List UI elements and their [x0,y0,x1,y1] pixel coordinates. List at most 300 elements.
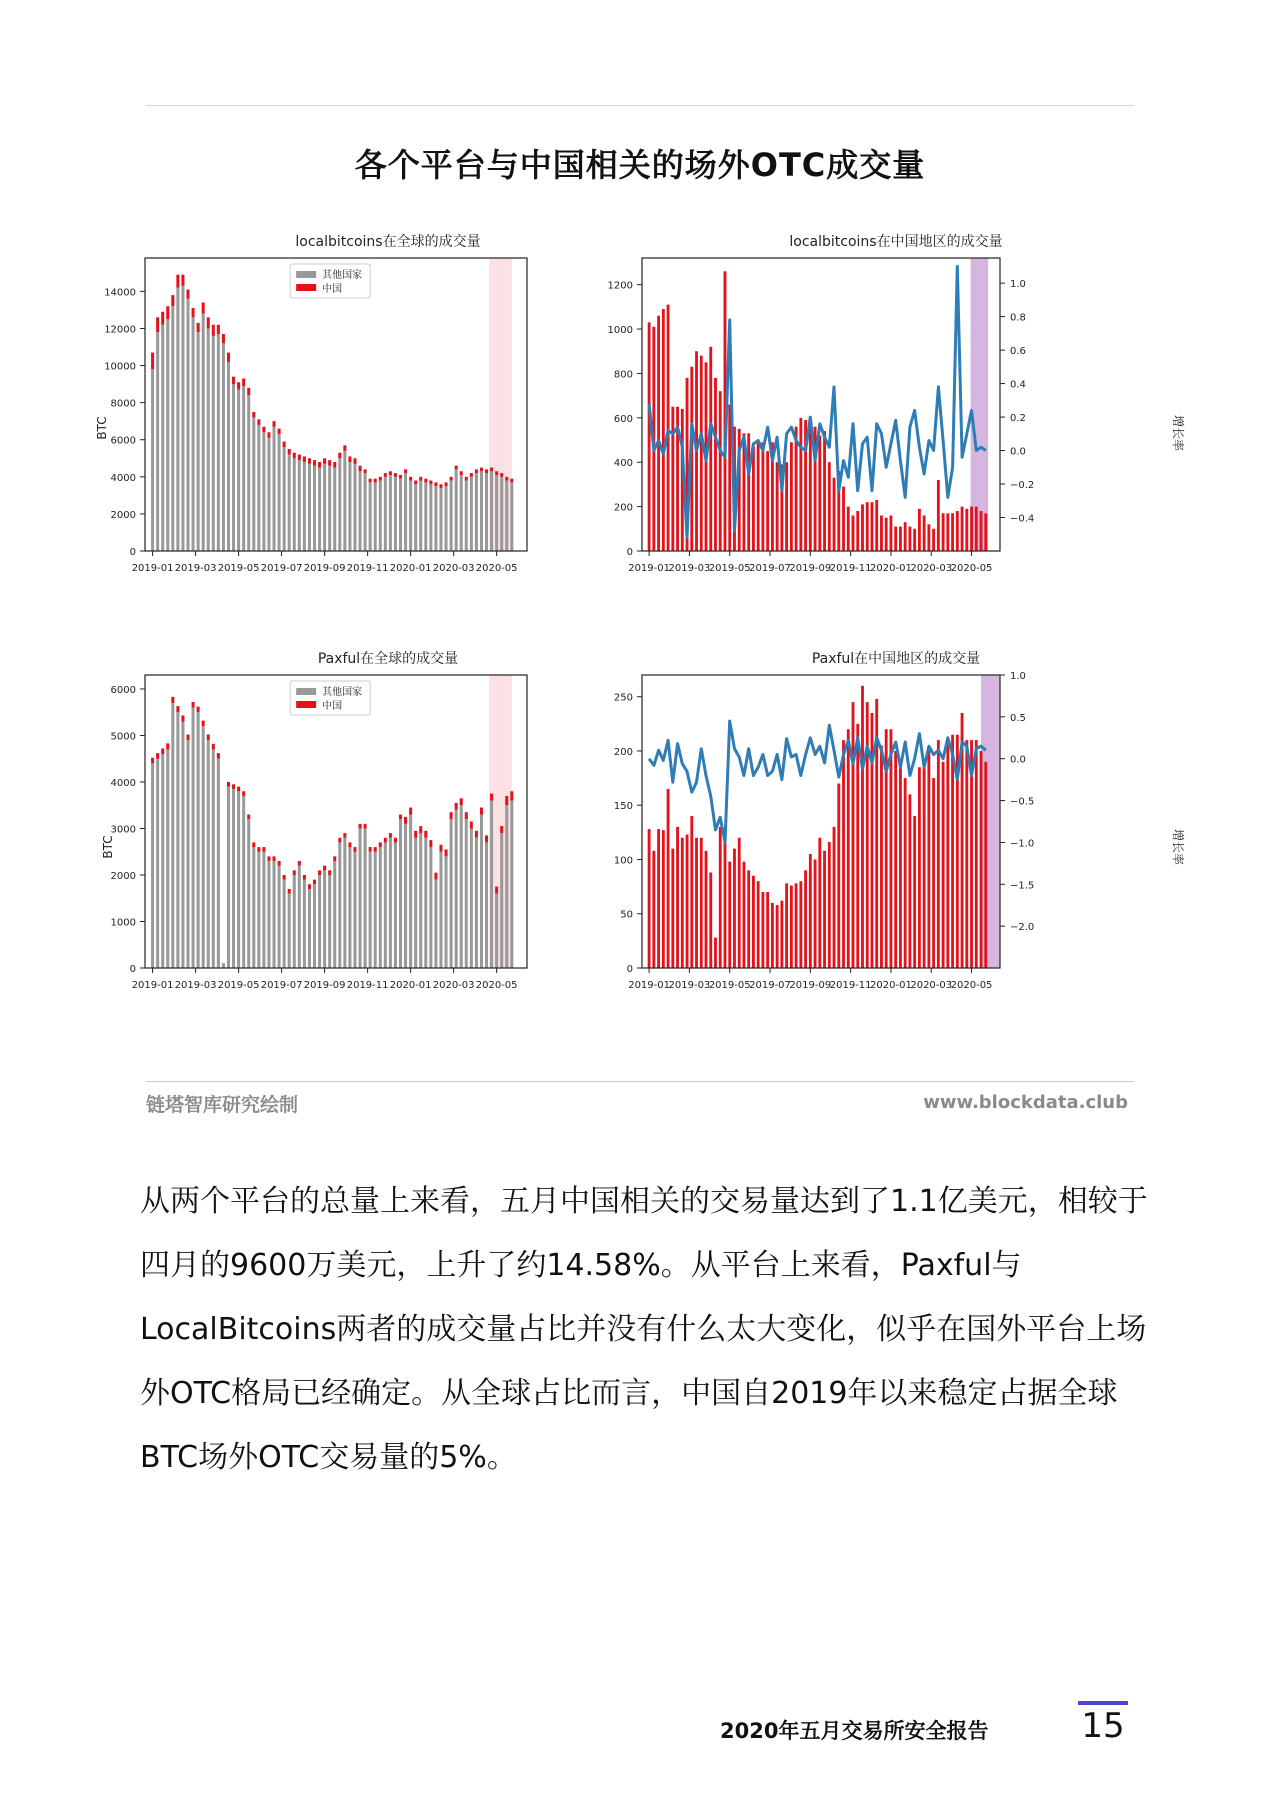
bar-china [965,740,968,968]
bar-china [419,826,422,833]
bar-other [445,856,448,968]
bar-china [262,847,265,852]
bar-china [937,480,940,551]
bar-china [761,442,764,551]
bar-other [348,462,351,551]
bar-other [409,815,412,968]
bar-china [278,861,281,866]
bar-other [156,332,159,551]
bar-china [298,861,301,866]
bar-china [166,306,169,319]
bar-china [450,812,453,819]
bar-china [890,729,893,968]
bar-other [434,880,437,968]
bar-china [875,500,878,551]
chart-paxful-global-svg [92,645,612,1055]
legend-label-other: 其他国家 [322,687,363,698]
bar-china [918,509,921,551]
bar-other [404,824,407,968]
bar-other [323,870,326,968]
bar-china [338,453,341,459]
y-tick-label: 6000 [110,684,136,696]
bar-china [359,824,362,829]
bar-china [904,778,907,968]
bar-china [465,477,468,481]
bar-china [465,812,468,819]
bar-china [328,870,331,875]
x-tick-label: 2019-03 [668,980,711,991]
bar-china [495,887,498,894]
body-paragraph: 从两个平台的总量上来看，五月中国相关的交易量达到了1.1亿美元，相较于四月的9600万美元，上升了约14.58%。从平台上来看，Paxful与LocalBitcoins两者的成交量占比并没有什么太大变化，似乎在国外平台上场外OTC格局已经确定。从全球占比而言，中国自2019年以来稳定占据全球BTC场外OTC交易量的5%。 [140,1184,1148,1475]
y2-tick-label: −0.4 [1010,513,1035,525]
y2-tick-label: −0.2 [1010,480,1035,492]
bar-china [252,842,255,847]
bar-china [904,522,907,551]
bar-other [262,852,265,968]
legend-label-other: 其他国家 [322,270,363,281]
bar-china [394,473,397,477]
bar-china [379,477,382,481]
bar-other [460,805,463,968]
bar-other [495,475,498,551]
bar-china [965,509,968,551]
bar-china [799,418,802,551]
bar-china [686,835,689,968]
bar-other [470,477,473,551]
x-tick-label: 2020-01 [870,980,912,991]
bar-china [980,751,983,968]
bar-china [151,353,154,370]
bar-other [267,861,270,968]
x-tick-label: 2019-11 [829,563,872,574]
bar-china [833,478,836,551]
bar-china [333,462,336,468]
y-axis-label: BTC [95,416,109,440]
bar-china [353,847,356,852]
bar-china [932,778,935,968]
x-tick-label: 2019-11 [829,980,872,991]
bar-china [842,740,845,968]
bar-china [733,849,736,968]
bar-other [510,801,513,968]
bar-china [662,309,665,551]
bar-other [465,481,468,551]
bar-china [908,527,911,551]
bar-china [202,721,205,727]
bar-china [771,903,774,968]
bar-other [171,306,174,551]
bar-other [343,451,346,551]
chart-localbitcoins-global-svg [92,228,612,638]
x-tick-label: 2020-03 [910,563,953,574]
bar-china [913,529,916,551]
bar-china [242,791,245,796]
bar-other [252,847,255,968]
bar-china [429,481,432,485]
bar-china [724,840,727,968]
bar-china [424,479,427,483]
bar-other [414,484,417,551]
bar-china [434,482,437,486]
y2-tick-label: 0.5 [1010,712,1026,724]
bar-other [303,462,306,551]
x-tick-label: 2020-03 [432,563,475,574]
x-tick-label: 2019-03 [174,563,217,574]
bar-china [648,829,651,968]
bar-china [828,462,831,551]
bar-china [475,469,478,473]
bar-china [780,901,783,968]
bar-other [343,838,346,968]
bar-other [379,481,382,551]
bar-china [828,842,831,968]
bar-china [485,835,488,842]
bar-other [288,455,291,551]
legend-swatch-china [296,284,316,291]
bar-other [242,386,245,551]
bar-other [166,749,169,968]
bar-china [404,817,407,824]
bar-china [657,829,660,968]
bar-china [932,529,935,551]
highlight-band [971,258,989,551]
bar-other [237,390,240,551]
bar-china [495,471,498,475]
bar-china [409,477,412,481]
bar-china [161,748,164,754]
bar-other [348,847,351,968]
bar-china [667,789,670,968]
x-tick-label: 2020-05 [475,563,518,574]
bar-china [197,707,200,713]
bar-china [871,502,874,551]
bar-china [283,875,286,880]
x-tick-label: 2019-01 [628,563,671,574]
bar-other [217,334,220,551]
bar-other [166,319,169,551]
bar-china [799,881,802,968]
bar-china [212,744,215,750]
x-tick-label: 2019-05 [708,563,751,574]
bar-china [156,317,159,332]
bar-other [298,460,301,551]
bar-other [186,299,189,551]
bar-china [747,870,750,968]
bar-china [913,816,916,968]
bar-china [856,511,859,551]
bar-other [222,964,225,968]
bar-china [298,455,301,461]
bar-other [429,847,432,968]
bar-other [278,866,281,968]
bar-china [961,507,964,551]
top-divider [146,105,1134,106]
y2-tick-label: −2.0 [1010,922,1035,934]
bar-china [818,838,821,968]
bar-china [247,815,250,820]
bar-other [313,466,316,551]
bar-china [790,886,793,968]
bar-other [293,875,296,968]
bar-other [399,479,402,551]
bar-china [956,511,959,551]
x-tick-label: 2019-09 [303,980,346,991]
bar-china [369,479,372,483]
bar-other [283,880,286,968]
y-tick-label: 600 [613,413,633,425]
bar-china [700,356,703,551]
y2-tick-label: 0.0 [1010,446,1026,458]
y-tick-label: 0 [626,547,633,558]
bar-china [809,424,812,551]
bar-china [923,515,926,551]
y-tick-label: 200 [613,746,633,758]
bar-china [445,482,448,486]
x-tick-label: 2019-01 [628,980,671,991]
bar-china [984,513,987,551]
bar-china [700,838,703,968]
bar-other [460,475,463,551]
bar-china [833,827,836,968]
bar-other [414,838,417,968]
y-tick-label: 10000 [104,361,136,373]
bar-china [439,845,442,852]
bar-china [227,782,230,787]
bar-other [333,861,336,968]
bar-china [414,831,417,838]
bar-china [676,827,679,968]
bar-other [192,317,195,551]
bar-other [181,722,184,968]
bar-china [894,751,897,968]
bar-other [389,838,392,968]
bar-china [156,753,159,759]
bar-china [262,427,265,433]
y2-tick-label: −1.5 [1010,880,1035,892]
bar-other [313,884,316,968]
bar-other [257,852,260,968]
x-tick-label: 2019-07 [749,980,791,991]
y2-tick-label: −1.0 [1010,838,1035,850]
bar-china [648,322,651,551]
bar-china [475,831,478,838]
y-tick-label: 400 [613,458,633,470]
y-tick-label: 0 [129,964,136,975]
bar-other [439,852,442,968]
bar-other [475,838,478,968]
chart-title: Paxful在全球的成交量 [317,651,459,667]
bar-china [308,884,311,889]
bar-china [505,796,508,805]
bar-china [918,767,921,968]
bar-china [766,892,769,968]
chart-localbitcoins-china-svg [608,228,1188,638]
bar-china [374,847,377,852]
y-tick-label: 4000 [110,777,136,789]
bar-china [500,826,503,833]
y-tick-label: 1000 [110,917,136,929]
bar-china [161,312,164,325]
bar-china [776,462,779,551]
bar-other [176,712,179,968]
bar-other [374,482,377,551]
bar-china [197,323,200,332]
bar-china [176,706,179,712]
bar-other [192,708,195,968]
bar-other [369,852,372,968]
y2-tick-label: 0.6 [1010,346,1026,358]
chart-divider [146,1081,1134,1082]
bar-china [434,873,437,880]
bar-china [942,762,945,968]
bar-china [364,469,367,473]
bar-other [161,754,164,968]
bar-other [283,447,286,551]
bar-other [424,482,427,551]
bar-china [439,484,442,488]
bar-china [333,856,336,861]
bar-other [465,819,468,968]
bar-china [176,275,179,288]
bar-china [192,308,195,317]
bar-china [429,840,432,847]
bar-other [359,471,362,551]
bar-china [500,473,503,477]
bar-other [181,286,184,551]
bar-other [262,432,265,551]
bar-china [709,347,712,551]
source-credit: 链塔智库研究绘制 [146,1094,299,1116]
bar-china [207,317,210,328]
bar-china [970,507,973,551]
bar-china [217,753,220,759]
bar-other [470,828,473,968]
bar-other [439,488,442,551]
bar-other [359,828,362,968]
bar-china [975,507,978,551]
page-number-accent [1078,1701,1128,1705]
bar-china [980,511,983,551]
bar-other [500,833,503,968]
bar-other [353,464,356,551]
bar-china [942,513,945,551]
bar-china [455,466,458,470]
bar-china [424,831,427,838]
bar-other [338,842,341,968]
bar-china [323,866,326,871]
bar-china [880,515,883,551]
bar-china [257,419,260,425]
legend-swatch-china [296,701,316,708]
bar-other [212,336,215,551]
bar-china [217,325,220,334]
bar-china [866,702,869,968]
bar-china [384,473,387,477]
y-axis-label: BTC [101,835,115,859]
bar-china [318,870,321,875]
bar-china [313,880,316,885]
bar-china [288,889,291,894]
bar-china [790,442,793,551]
y2-tick-label: 1.0 [1010,279,1026,291]
chart-title: Paxful在中国地区的成交量 [811,651,981,667]
y-tick-label: 5000 [110,731,136,743]
bar-other [318,875,321,968]
y-tick-label: 150 [613,801,633,813]
y-tick-label: 200 [613,502,633,514]
bar-other [394,477,397,551]
bar-other [364,473,367,551]
y-tick-label: 50 [620,909,633,921]
bar-china [795,883,798,968]
y2-tick-label: −0.5 [1010,796,1035,808]
bar-china [399,815,402,820]
bar-china [273,421,276,427]
bar-china [856,724,859,968]
bar-other [500,477,503,551]
y2-tick-label: 0.0 [1010,754,1026,766]
bar-china [348,842,351,847]
bar-china [227,353,230,362]
chart-title: localbitcoins在全球的成交量 [295,234,481,250]
x-tick-label: 2019-07 [260,980,303,991]
bar-china [894,527,897,551]
bar-other [242,796,245,968]
bar-other [490,471,493,551]
chart-title: localbitcoins在中国地区的成交量 [789,234,1003,250]
bar-china [747,433,750,551]
bar-china [847,507,850,551]
bar-other [217,759,220,968]
bar-other [273,861,276,968]
bar-china [823,431,826,551]
bar-china [303,456,306,462]
bar-china [695,838,698,968]
bar-china [890,515,893,551]
bar-other [328,875,331,968]
bar-other [455,810,458,968]
bar-china [984,762,987,968]
bar-other [232,789,235,968]
bar-other [419,481,422,551]
bar-china [470,822,473,829]
x-tick-label: 2019-03 [668,563,711,574]
bar-other [384,842,387,968]
y-tick-label: 0 [626,964,633,975]
bar-china [288,449,291,455]
bar-other [222,343,225,551]
bar-china [186,290,189,299]
bar-other [475,473,478,551]
chart-paxful-global [92,645,612,1055]
bar-other [510,482,513,551]
bar-china [374,479,377,483]
bar-china [485,469,488,473]
bar-china [348,456,351,462]
bar-china [752,876,755,968]
y-tick-label: 6000 [110,435,136,447]
bar-other [197,712,200,968]
x-tick-label: 2019-01 [131,563,174,574]
bar-china [776,905,779,968]
bar-other [434,486,437,551]
chart-localbitcoins-global [92,228,612,638]
bar-china [662,830,665,968]
y-tick-label: 800 [613,369,633,381]
bar-china [861,686,864,968]
bar-other [338,458,341,551]
bar-other [374,852,377,968]
